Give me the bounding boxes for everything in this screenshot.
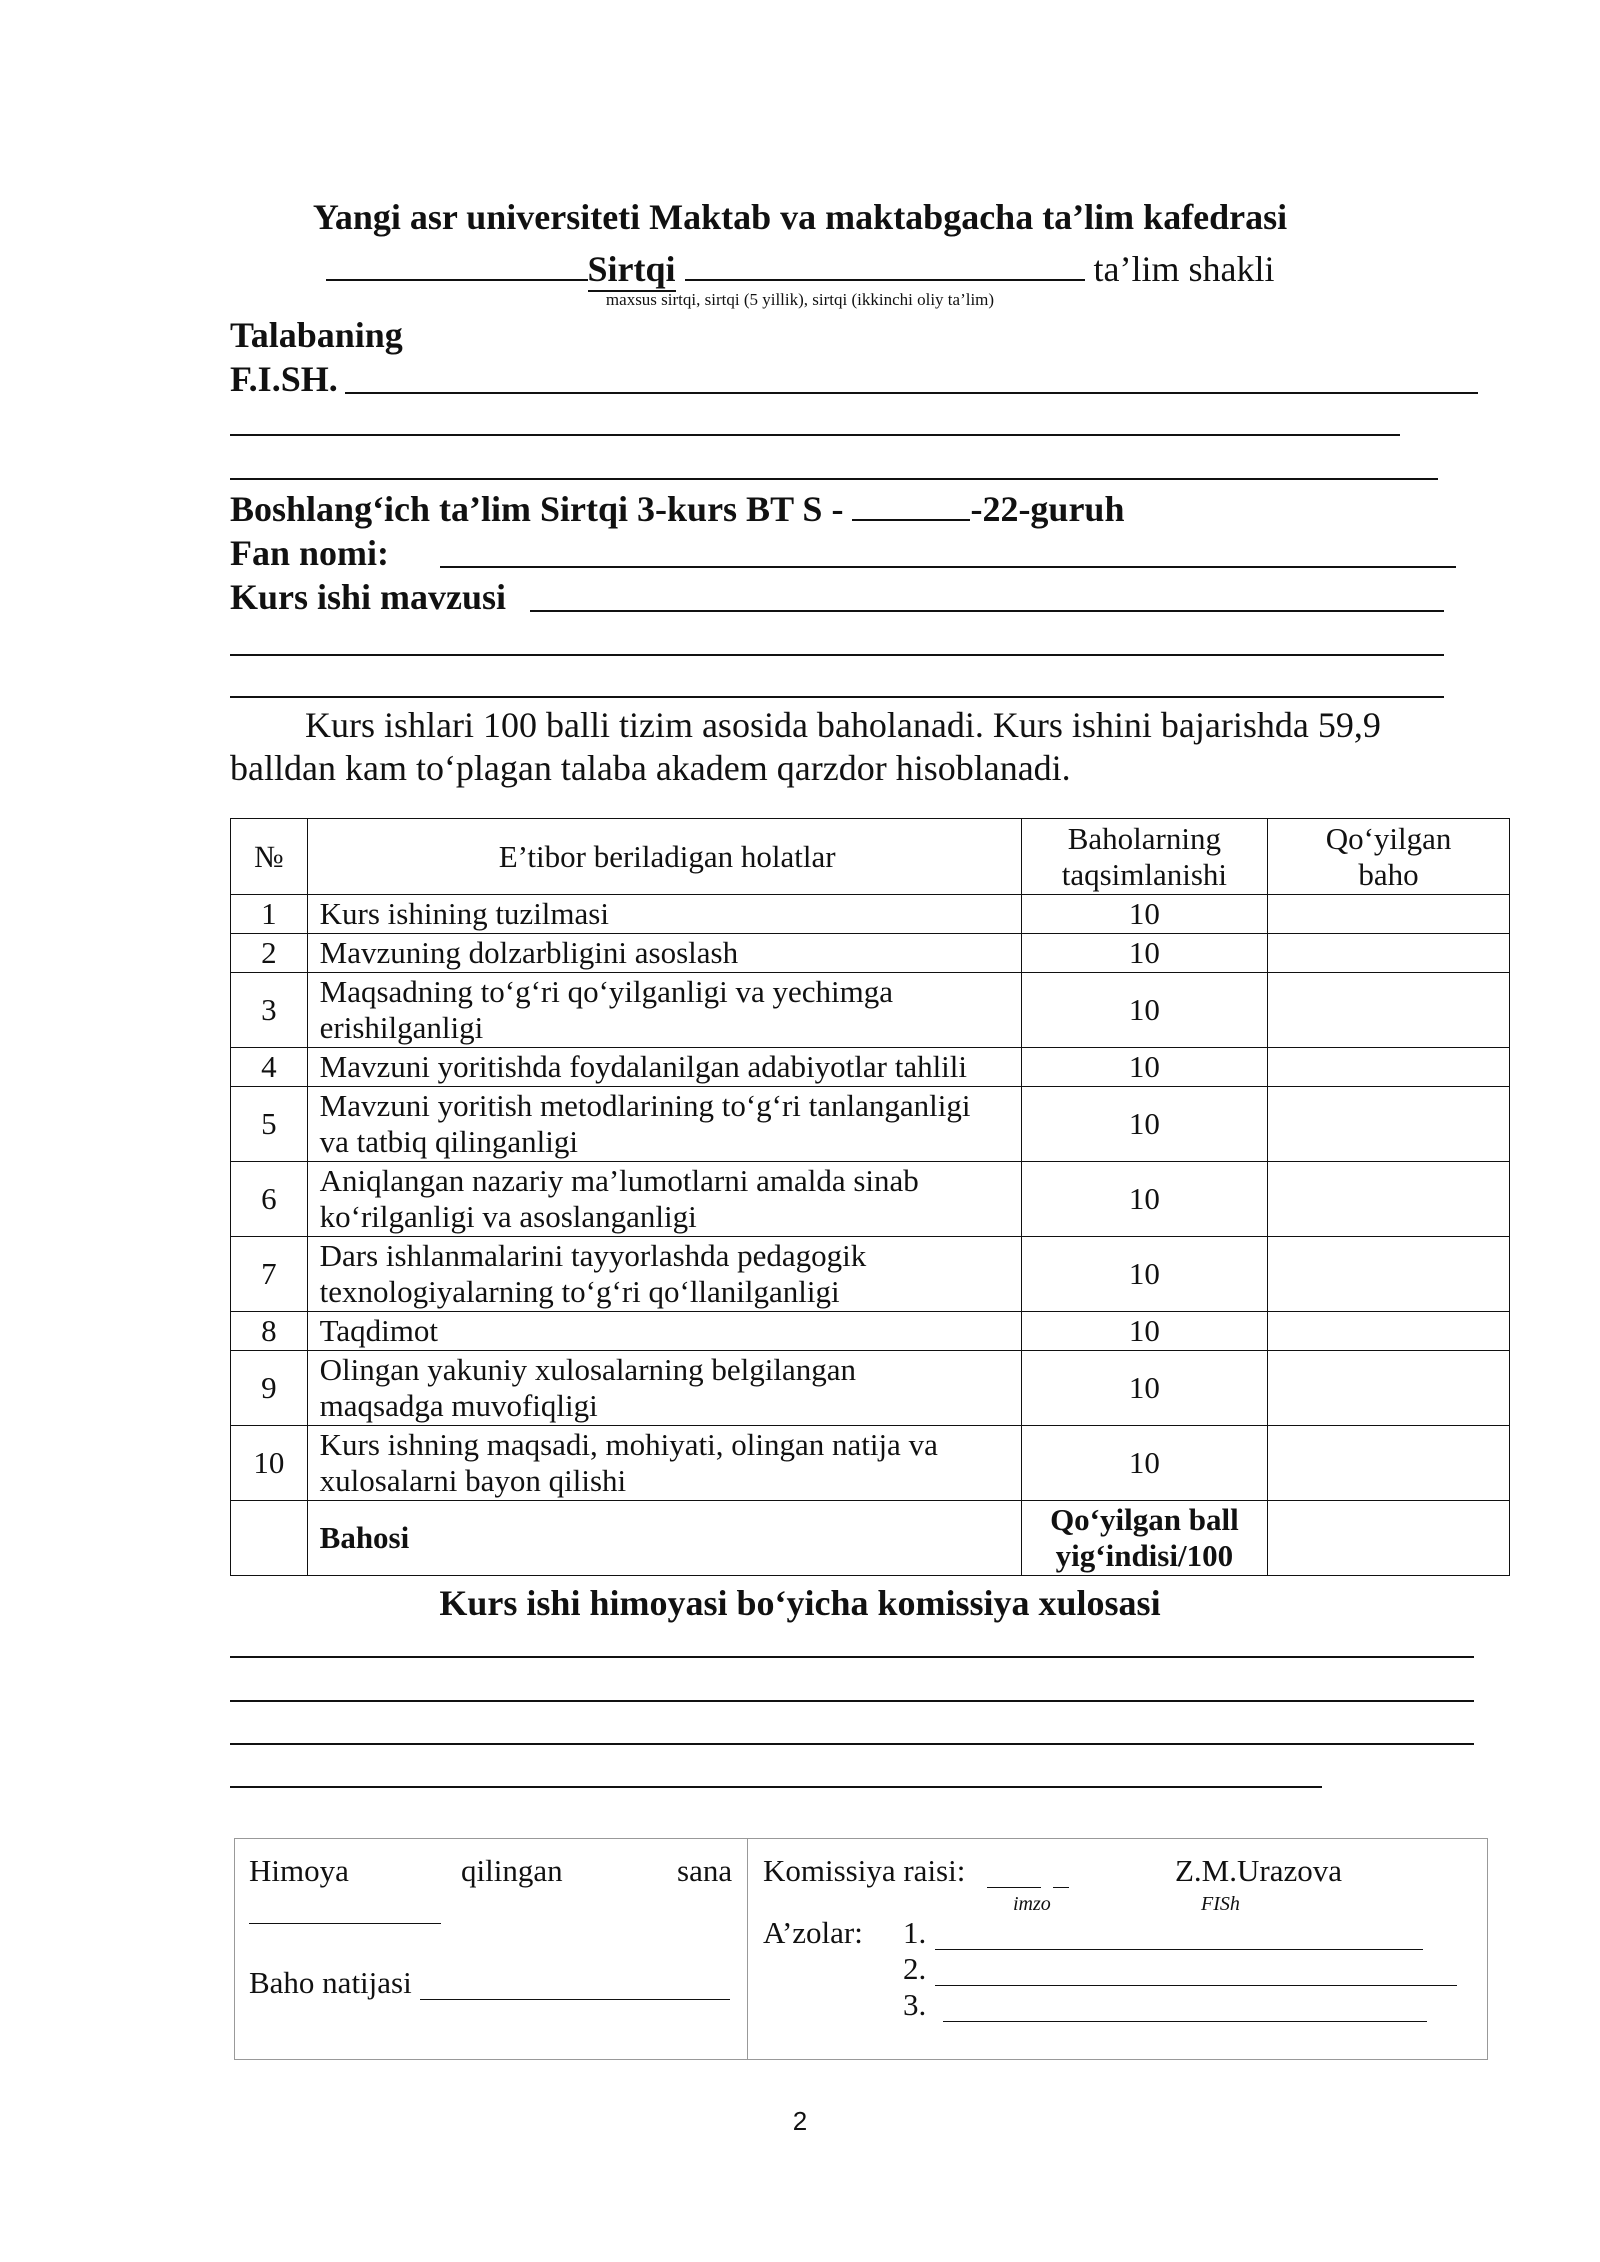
topic-label: Kurs ishi mavzusi	[230, 577, 507, 617]
total-sum-label	[1021, 1501, 1267, 1576]
header-distribution-line-2: taqsimlanishi	[1061, 856, 1228, 892]
table-row	[231, 934, 1510, 973]
row-points: 10	[1021, 1048, 1267, 1087]
study-form-hint: maxsus sirtqi, sirtqi (5 yillik), sirtqi (ikkinchi oliy ta’lim)	[605, 290, 995, 309]
conclusion-line-2[interactable]	[230, 1700, 1474, 1702]
conclusion-line-4[interactable]	[230, 1786, 1322, 1788]
chair-name: Z.M.Urazova	[1175, 1853, 1342, 1888]
row-criteria-line-1: Taqdimot	[319, 1313, 439, 1348]
header-distribution-line-1: Baholarning	[1067, 820, 1221, 856]
defense-word-2: qilingan	[461, 1853, 563, 1888]
group-row	[230, 488, 1124, 530]
chair-label: Komissiya raisi:	[763, 1853, 966, 1888]
defense-word-3: sana	[677, 1853, 733, 1888]
document-title: Yangi asr universiteti Maktab va maktabgacha ta’lim kafedrasi	[312, 197, 1288, 237]
row-points: 10	[1021, 934, 1267, 973]
member-3-num: 3.	[903, 1987, 927, 2022]
row-points: 10	[1021, 973, 1267, 1048]
row-criteria	[307, 1237, 1021, 1312]
row-grade-cell[interactable]	[1268, 1237, 1510, 1312]
row-criteria-line-1: Kurs ishining tuzilmasi	[319, 896, 609, 931]
row-criteria	[307, 1162, 1021, 1237]
fish-caption: FISh	[1201, 1893, 1240, 1915]
row-criteria-line-2: maqsadga muvofiqligi	[319, 1388, 598, 1423]
row-criteria-line-1: Olingan yakuniy xulosalarning belgilangan	[319, 1352, 856, 1387]
row-grade-cell[interactable]	[1268, 973, 1510, 1048]
row-points: 10	[1021, 1312, 1267, 1351]
row-points: 10	[1021, 1237, 1267, 1312]
table-row	[231, 1087, 1510, 1162]
row-grade-cell[interactable]	[1268, 895, 1510, 934]
row-criteria	[307, 1048, 1021, 1087]
subject-label: Fan nomi:	[230, 533, 390, 573]
header-num: №	[231, 819, 308, 895]
row-criteria	[307, 1312, 1021, 1351]
row-grade-cell[interactable]	[1268, 934, 1510, 973]
row-criteria-line-1: Mavzuni yoritishda foydalanilgan adabiyotlar tahlili	[319, 1049, 968, 1084]
result-field[interactable]	[420, 1999, 730, 2000]
subject-field[interactable]	[440, 566, 1456, 568]
row-criteria	[307, 1087, 1021, 1162]
row-number: 1	[231, 895, 308, 934]
row-points: 10	[1021, 1351, 1267, 1426]
row-points: 10	[1021, 1162, 1267, 1237]
row-criteria-line-2: texnologiyalarning to‘g‘ri qo‘llanilganligi	[319, 1274, 840, 1309]
row-number: 6	[231, 1162, 308, 1237]
row-criteria-line-1: Kurs ishning maqsadi, mohiyati, olingan natija va	[319, 1427, 938, 1462]
topic-line-3[interactable]	[230, 696, 1444, 698]
table-header-row	[231, 819, 1510, 895]
table-row	[231, 1312, 1510, 1351]
row-criteria-line-1: Maqsadning to‘g‘ri qo‘yilganligi va yechimga	[319, 974, 894, 1009]
study-form-value: Sirtqi	[588, 248, 676, 292]
table-row	[231, 895, 1510, 934]
row-criteria	[307, 1426, 1021, 1501]
row-number: 4	[231, 1048, 308, 1087]
row-grade-cell[interactable]	[1268, 1087, 1510, 1162]
row-grade-cell[interactable]	[1268, 1426, 1510, 1501]
group-number-field[interactable]	[852, 519, 970, 521]
fish-label: F.I.SH.	[230, 359, 338, 399]
student-name-line-3[interactable]	[230, 478, 1438, 480]
row-number: 5	[231, 1087, 308, 1162]
row-grade-cell[interactable]	[1268, 1162, 1510, 1237]
defense-word-1: Himoya	[249, 1853, 349, 1888]
header-grade	[1268, 819, 1510, 895]
row-criteria-line-1: Dars ishlanmalarini tayyorlashda pedagogik	[319, 1238, 867, 1273]
table-row	[231, 973, 1510, 1048]
chair-signature-field[interactable]	[987, 1887, 1041, 1888]
conclusion-line-3[interactable]	[230, 1743, 1474, 1745]
members-label: A’zolar:	[763, 1915, 863, 1950]
table-row	[231, 1048, 1510, 1087]
row-number: 3	[231, 973, 308, 1048]
total-grade-cell[interactable]	[1268, 1501, 1510, 1576]
member-2-num: 2.	[903, 1951, 927, 1986]
row-criteria-line-2: erishilganligi	[319, 1010, 484, 1045]
header-criteria: E’tibor beriladigan holatlar	[307, 819, 1021, 895]
row-criteria	[307, 895, 1021, 934]
member-1-num: 1.	[903, 1915, 927, 1950]
intro-line-2: balldan kam to‘plagan talaba akadem qarzdor hisoblanadi.	[230, 748, 1071, 788]
total-sum-line-1: Qo‘yilgan ball	[1050, 1502, 1239, 1537]
study-form-suffix: ta’lim shakli	[1093, 249, 1275, 289]
table-row	[231, 1237, 1510, 1312]
grading-table	[230, 818, 1510, 1576]
header-distribution	[1021, 819, 1267, 895]
row-criteria	[307, 973, 1021, 1048]
study-form-blank-right[interactable]	[685, 279, 1085, 281]
total-num-cell	[231, 1501, 308, 1576]
row-number: 8	[231, 1312, 308, 1351]
row-grade-cell[interactable]	[1268, 1312, 1510, 1351]
chair-signature-field-2[interactable]	[1053, 1887, 1069, 1888]
group-suffix: -22-guruh	[970, 489, 1125, 529]
signature-divider	[747, 1839, 748, 2059]
row-number: 2	[231, 934, 308, 973]
row-criteria	[307, 934, 1021, 973]
row-criteria-line-2: xulosalarni bayon qilishi	[319, 1463, 627, 1498]
row-criteria-line-1: Mavzuni yoritish metodlarining to‘g‘ri tanlanganligi	[319, 1088, 971, 1123]
intro-paragraph	[230, 704, 1508, 790]
row-criteria	[307, 1351, 1021, 1426]
table-body	[231, 895, 1510, 1501]
row-number: 10	[231, 1426, 308, 1501]
table-row	[231, 1162, 1510, 1237]
row-points: 10	[1021, 895, 1267, 934]
row-points: 10	[1021, 1087, 1267, 1162]
member-3-field[interactable]	[943, 2021, 1427, 2022]
defense-date-field[interactable]	[249, 1923, 441, 1924]
imzo-caption: imzo	[1013, 1893, 1051, 1915]
row-number: 9	[231, 1351, 308, 1426]
page-number: 2	[792, 2106, 808, 2136]
row-grade-cell[interactable]	[1268, 1048, 1510, 1087]
row-criteria-line-2: va tatbiq qilinganligi	[319, 1124, 578, 1159]
study-form-row	[0, 248, 1600, 292]
total-label: Bahosi	[307, 1501, 1021, 1576]
total-sum-line-2: yig‘indisi/100	[1055, 1538, 1234, 1573]
table-total-row	[231, 1501, 1510, 1576]
student-name-field[interactable]	[345, 392, 1478, 394]
table-row	[231, 1426, 1510, 1501]
study-form-blank-left[interactable]	[326, 279, 588, 281]
row-criteria-line-1: Mavzuning dolzarbligini asoslash	[319, 935, 739, 970]
commission-title: Kurs ishi himoyasi bo‘yicha komissiya xulosasi	[439, 1583, 1161, 1623]
row-criteria-line-1: Aniqlangan nazariy ma’lumotlarni amalda sinab	[319, 1163, 919, 1198]
row-number: 7	[231, 1237, 308, 1312]
conclusion-line-1[interactable]	[230, 1656, 1474, 1658]
row-points: 10	[1021, 1426, 1267, 1501]
topic-field[interactable]	[530, 610, 1444, 612]
result-label: Baho natijasi	[249, 1965, 412, 2000]
topic-line-2[interactable]	[230, 654, 1444, 656]
member-2-field[interactable]	[935, 1985, 1457, 1986]
student-label: Talabaning	[230, 315, 403, 355]
student-name-line-2[interactable]	[230, 434, 1400, 436]
member-1-field[interactable]	[935, 1949, 1423, 1950]
row-criteria-line-2: ko‘rilganligi va asoslanganligi	[319, 1199, 697, 1234]
table-row	[231, 1351, 1510, 1426]
group-prefix: Boshlang‘ich ta’lim Sirtqi 3-kurs BT S -	[230, 489, 844, 529]
signature-box	[234, 1838, 1488, 2060]
header-grade-line-2: baho	[1358, 856, 1419, 892]
row-grade-cell[interactable]	[1268, 1351, 1510, 1426]
intro-line-1: Kurs ishlari 100 balli tizim asosida baholanadi. Kurs ishini bajarishda 59,9	[305, 705, 1381, 745]
header-grade-line-1: Qo‘yilgan	[1325, 820, 1452, 856]
